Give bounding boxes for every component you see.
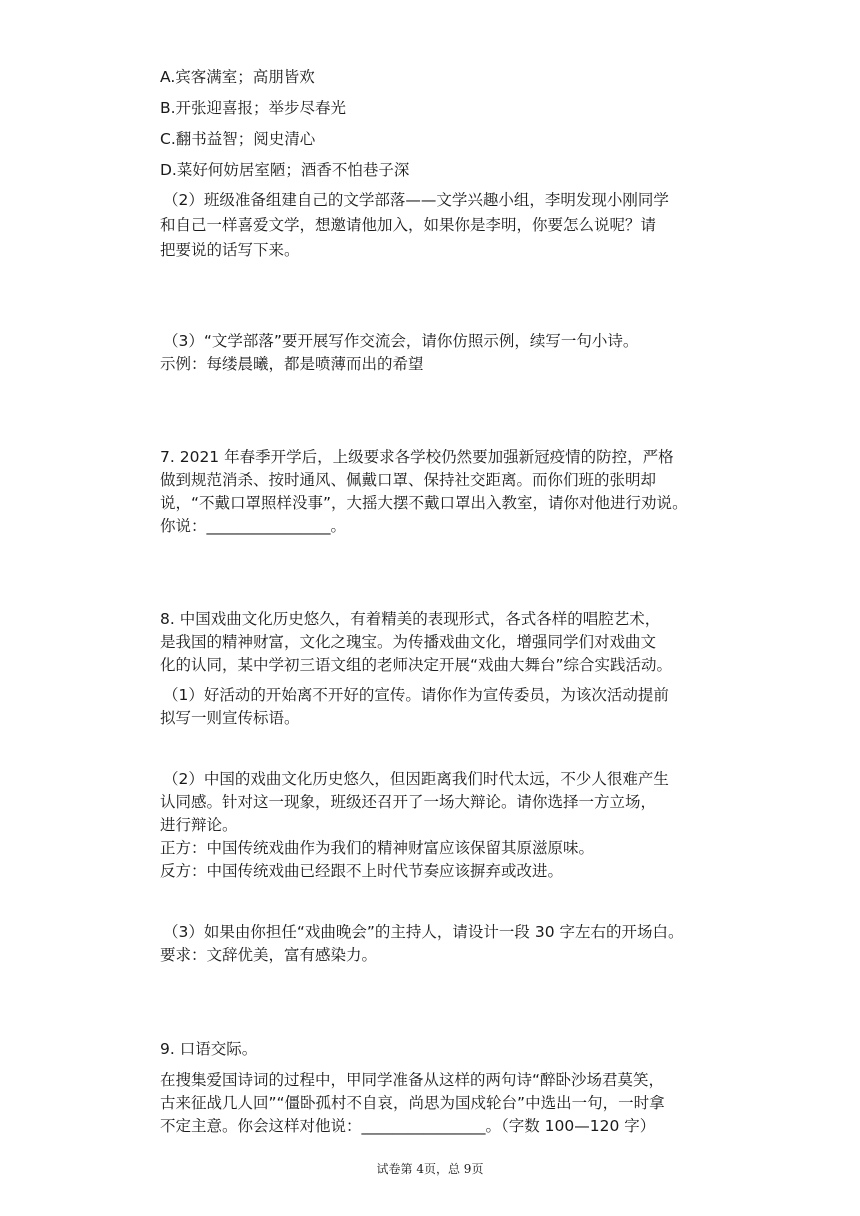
q7-line: 做到规范消杀、按时通风、佩戴口罩、保持社交距离。而你们班的张明却 [160,471,657,489]
q6-example-line: 示例：每缕晨曦，都是喷薄而出的希望 [160,355,424,373]
q8-part2-line: 进行辩论。 [160,816,238,834]
q8-intro-line: 化的认同，某中学初三语文组的老师决定开展“戏曲大舞台”综合实践活动。 [160,656,673,674]
q6-part2-line: （2）班级准备组建自己的文学部落——文学兴趣小组，李明发现小刚同学 [163,191,669,209]
q6-part2-line: 和自己一样喜爱文学，想邀请他加入，如果你是李明，你要怎么说呢？请 [160,216,657,234]
q8-intro-line: 8. 中国戏曲文化历史悠久，有着精美的表现形式，各式各样的唱腔艺术， [160,610,661,628]
q8-requirement: 要求：文辞优美，富有感染力。 [160,946,378,964]
option-d: D.菜好何妨居室陋；酒香不怕巷子深 [160,161,410,179]
q8-part1-line: （1）好活动的开始离不开好的宣传。请你作为宣传委员，为该次活动提前 [163,686,669,704]
q9-answer-line: 不定主意。你会这样对他说：________________。（字数 100—120 字） [160,1117,656,1135]
q6-part3-line: （3）“文学部落”要开展写作交流会，请你仿照示例，续写一句小诗。 [163,332,639,350]
q9-line: 古来征战几人回”“僵卧孤村不自哀，尚思为国戍轮台”中选出一句，一时拿 [160,1094,665,1112]
q7-line: 7. 2021 年春季开学后，上级要求各学校仍然要加强新冠疫情的防控，严格 [160,448,674,466]
q8-part2-line: 认同感。针对这一现象，班级还召开了一场大辩论。请你选择一方立场， [160,793,657,811]
page-footer: 试卷第 4页，总 9页 [376,1162,484,1176]
q8-part3-line: （3）如果由你担任“戏曲晚会”的主持人，请设计一段 30 字左右的开场白。 [163,923,684,941]
option-b: B.开张迎喜报；举步尽春光 [160,99,347,117]
q7-answer-line: 你说：________________。 [160,517,347,535]
q7-line: 说，“不戴口罩照样没事”，大摇大摆不戴口罩出入教室，请你对他进行劝说。 [160,494,688,512]
q8-intro-line: 是我国的精神财富，文化之瑰宝。为传播戏曲文化，增强同学们对戏曲文 [160,633,657,651]
option-c: C.翻书益智；阅史清心 [160,130,316,148]
q9-line: 在搜集爱国诗词的过程中，甲同学准备从这样的两句诗“醉卧沙场君莫笑， [160,1071,665,1089]
q8-part2-line: （2）中国的戏曲文化历史悠久，但因距离我们时代太远，不少人很难产生 [163,770,669,788]
q8-con-side: 反方：中国传统戏曲已经跟不上时代节奏应该摒弃或改进。 [160,862,564,880]
q9-title: 9. 口语交际。 [160,1040,258,1058]
q6-part2-line: 把要说的话写下来。 [160,241,300,259]
option-a: A.宾客满室；高朋皆欢 [160,68,315,86]
q8-pro-side: 正方：中国传统戏曲作为我们的精神财富应该保留其原滋原味。 [160,839,595,857]
q8-part1-line: 拟写一则宣传标语。 [160,709,300,727]
